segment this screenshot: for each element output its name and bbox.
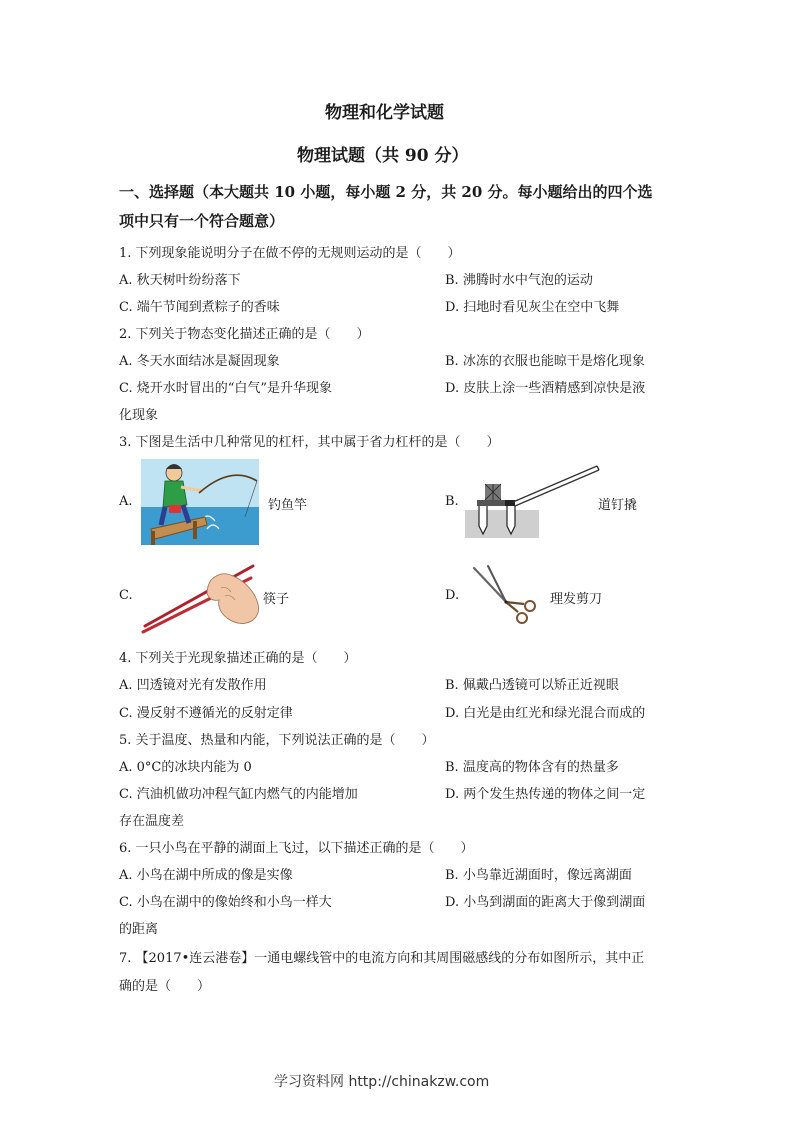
chopsticks-image: [141, 560, 265, 634]
q4-option-c: C. 漫反射不遵循光的反射定律: [119, 706, 293, 721]
section-heading-line2: 项中只有一个符合题意）: [119, 212, 285, 230]
q3-stem: 3. 下图是生活中几种常见的杠杆，其中属于省力杠杆的是（ ）: [119, 435, 500, 450]
q6-option-d-continued: 的距离: [119, 922, 159, 937]
q4-option-b: B. 佩戴凸透镜可以矫正近视眼: [445, 678, 619, 693]
nail-puller-image: [465, 462, 601, 540]
q6-option-a: A. 小鸟在湖中所成的像是实像: [119, 868, 293, 883]
q7-stem-line1: 7. 【2017•连云港卷】一通电螺线管中的电流方向和其周围磁感线的分布如图所示，其中正: [119, 951, 645, 966]
q5-option-d-continued: 存在温度差: [119, 814, 185, 829]
q1-option-c: C. 端午节闻到煮粽子的香味: [119, 300, 280, 315]
q5-option-b: B. 温度高的物体含有的热量多: [445, 760, 619, 775]
q5-stem: 5. 关于温度、热量和内能，下列说法正确的是（ ）: [119, 733, 435, 748]
q1-option-d: D. 扫地时看见灰尘在空中飞舞: [445, 300, 620, 315]
q5-option-c: C. 汽油机做功冲程气缸内燃气的内能增加: [119, 787, 358, 802]
q4-option-d: D. 白光是由红光和绿光混合而成的: [445, 706, 646, 721]
fishing-rod-image: [141, 459, 259, 545]
q3-option-d-label: 理发剪刀: [550, 592, 603, 607]
q2-option-a: A. 冬天水面结冰是凝固现象: [119, 354, 280, 369]
q2-option-d-continued: 化现象: [119, 408, 159, 423]
scissors-image: [470, 564, 540, 626]
q7-stem-line2: 确的是（ ）: [119, 979, 211, 994]
q1-option-a: A. 秋天树叶纷纷落下: [119, 273, 241, 288]
q3-option-b-label: 道钉撬: [598, 498, 638, 513]
q5-option-a: A. 0°C的冰块内能为 0: [119, 760, 252, 775]
q3-option-c-label: 筷子: [263, 592, 290, 607]
q6-stem: 6. 一只小鸟在平静的湖面上飞过，以下描述正确的是（ ）: [119, 841, 474, 856]
q6-option-c: C. 小鸟在湖中的像始终和小鸟一样大: [119, 895, 332, 910]
page-subtitle: 物理试题（共 90 分）: [297, 146, 469, 166]
q6-option-d: D. 小鸟到湖面的距离大于像到湖面: [445, 895, 646, 910]
q6-option-b: B. 小鸟靠近湖面时，像远离湖面: [445, 868, 632, 883]
q4-option-a: A. 凹透镜对光有发散作用: [119, 678, 267, 693]
q1-option-b: B. 沸腾时水中气泡的运动: [445, 273, 593, 288]
page-title: 物理和化学试题: [325, 103, 444, 123]
q2-option-b: B. 冰冻的衣服也能晾干是熔化现象: [445, 354, 645, 369]
section-heading-line1: 一、选择题（本大题共 10 小题，每小题 2 分，共 20 分。每小题给出的四个选: [119, 183, 653, 201]
q1-stem: 1. 下列现象能说明分子在做不停的无规则运动的是（ ）: [119, 246, 461, 261]
q2-option-c: C. 烧开水时冒出的“白气”是升华现象: [119, 381, 333, 396]
q2-stem: 2. 下列关于物态变化描述正确的是（ ）: [119, 327, 370, 342]
q3-option-c-letter: C.: [119, 588, 133, 603]
q3-option-d-letter: D.: [445, 588, 460, 603]
q3-option-a-letter: A.: [119, 494, 133, 509]
footer-link[interactable]: 学习资料网 http://chinakzw.com: [274, 1074, 490, 1090]
q3-option-b-letter: B.: [445, 494, 459, 509]
q2-option-d: D. 皮肤上涂一些酒精感到凉快是液: [445, 381, 646, 396]
q5-option-d: D. 两个发生热传递的物体之间一定: [445, 787, 646, 802]
q3-option-a-label: 钓鱼竿: [268, 498, 308, 513]
q4-stem: 4. 下列关于光现象描述正确的是（ ）: [119, 651, 357, 666]
